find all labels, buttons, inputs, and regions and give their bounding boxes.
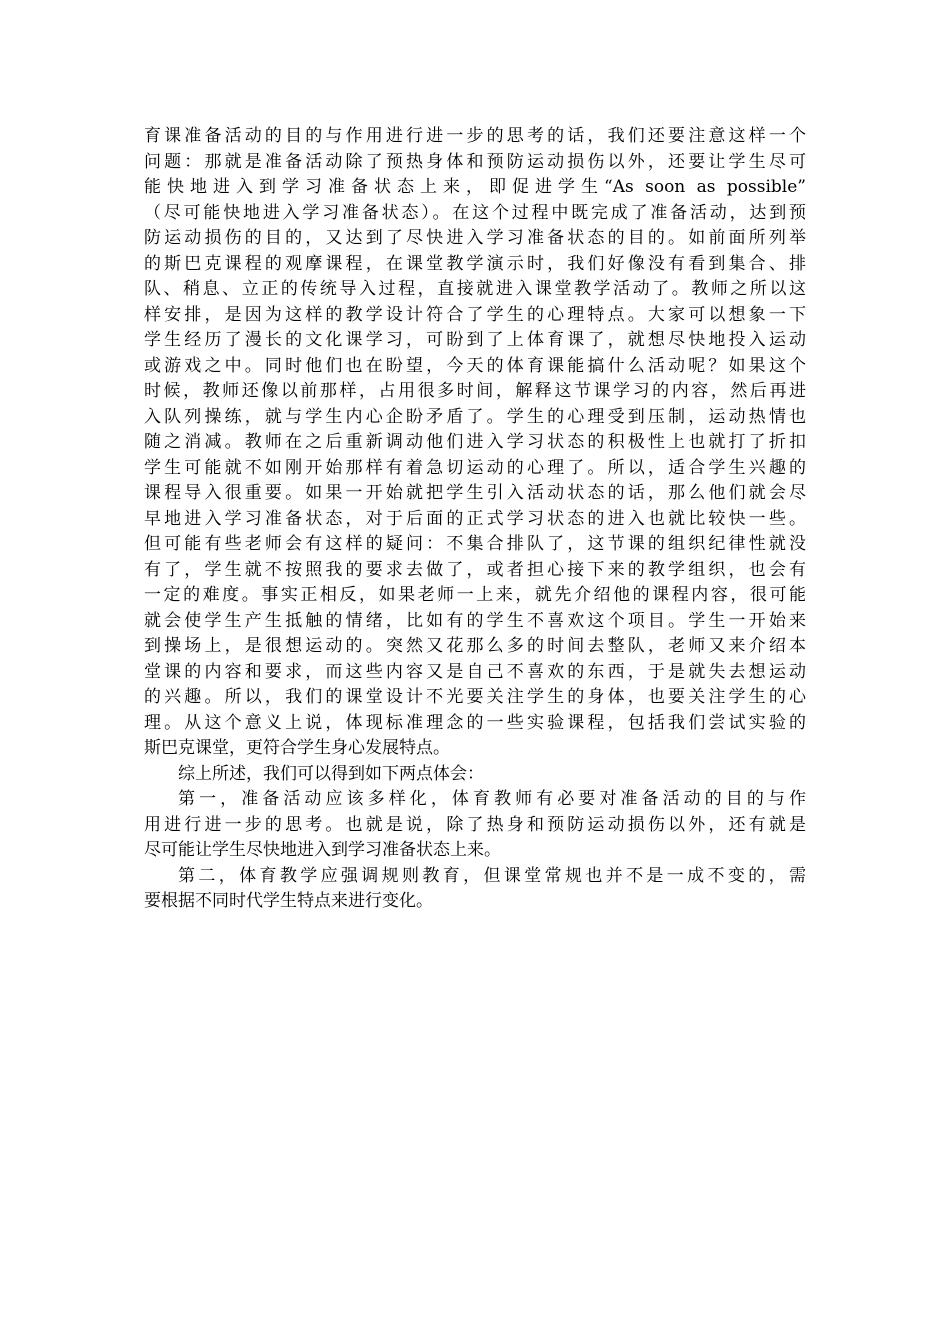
point-two-line: 要根据不同时代学生特点来进行变化。: [144, 891, 433, 911]
point-one-line: 第一，准备活动应该多样化，体育教师有必要对准备活动的目的与作: [178, 789, 806, 809]
text-line: 早地进入学习准备状态，对于后面的正式学习状态的进入也就比较快一些。: [144, 508, 806, 529]
text-line: 但可能有些老师会有这样的疑问：不集合排队了，这节课的组织纪律性就没: [144, 534, 806, 554]
text-line: 的兴趣。所以，我们的课堂设计不光要关注学生的身体，也要关注学生的心: [144, 687, 806, 707]
text-line: 理。从这个意义上说，体现标准理念的一些实验课程，包括我们尝试实验的: [144, 712, 806, 733]
text-line: 一定的难度。事实正相反，如果老师一上来，就先介绍他的课程内容，很可能: [144, 585, 806, 605]
text-line: 样安排，是因为这样的教学设计符合了学生的心理特点。大家可以想象一下: [144, 304, 806, 325]
text-line: 堂课的内容和要求，而这些内容又是自己不喜欢的东西，于是就失去想运动: [144, 661, 806, 682]
text-line: 防运动损伤的目的，又达到了尽快进入学习准备状态的目的。如前面所列举: [144, 228, 806, 248]
text-line: 或游戏之中。同时他们也在盼望，今天的体育课能搞什么活动呢？如果这个: [144, 355, 806, 376]
text-line: 到操场上，是很想运动的。突然又花那么多的时间去整队，老师又来介绍本: [144, 636, 806, 656]
text-line: （尽可能快地进入学习准备状态）。在这个过程中既完成了准备活动，达到预: [144, 202, 806, 223]
text-line: 问题：那就是准备活动除了预热身体和预防运动损伤以外，还要让学生尽可: [144, 151, 806, 172]
text-line: 育课准备活动的目的与作用进行进一步的思考的话，我们还要注意这样一个: [144, 126, 806, 146]
text-line: 就会使学生产生抵触的情绪，比如有的学生不喜欢这个项目。学生一开始来: [144, 610, 806, 631]
text-line: 时候，教师还像以前那样，占用很多时间，解释这节课学习的内容，然后再进: [144, 381, 806, 401]
text-line: 学生经历了漫长的文化课学习，可盼到了上体育课了，就想尽快地投入运动: [144, 330, 806, 350]
point-two-line: 第二，体育教学应强调规则教育，但课堂常规也并不是一成不变的，需: [178, 865, 806, 886]
summary-intro-line: 综上所述，我们可以得到如下两点体会：: [178, 763, 484, 784]
text-line: 课程导入很重要。如果一开始就把学生引入活动状态的话，那么他们就会尽: [144, 483, 806, 503]
text-line: 学生可能就不如刚开始那样有着急切运动的心理了。所以，适合学生兴趣的: [144, 457, 806, 478]
text-line: 的斯巴克课程的观摩课程，在课堂教学演示时，我们好像没有看到集合、排: [144, 253, 806, 274]
text-line: 入队列操练，就与学生内心企盼矛盾了。学生的心理受到压制，运动热情也: [144, 406, 806, 427]
text-line: 斯巴克课堂，更符合学生身心发展特点。: [144, 738, 450, 758]
text-line: 有了，学生就不按照我的要求去做了，或者担心接下来的教学组织，也会有: [144, 559, 806, 580]
point-one-line: 用进行进一步的思考。也就是说，除了热身和预防运动损伤以外，还有就是: [144, 814, 806, 835]
text-line: 能快地进入到学习准备状态上来，即促进学生“As soon as possible”: [144, 177, 806, 197]
text-line: 随之消减。教师在之后重新调动他们进入学习状态的积极性上也就打了折扣: [144, 432, 806, 452]
body-text: [144, 124, 806, 915]
point-one-line: 尽可能让学生尽快地进入到学习准备状态上来。: [144, 840, 501, 860]
text-line: 队、稍息、立正的传统导入过程，直接就进入课堂教学活动了。教师之所以这: [144, 279, 806, 299]
